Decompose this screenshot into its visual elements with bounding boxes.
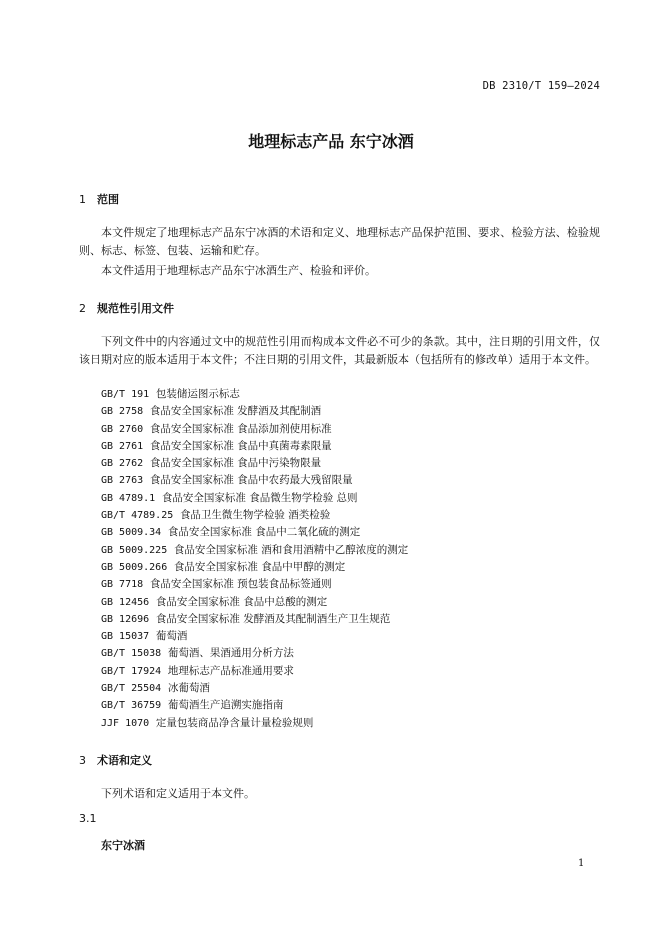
reference-title: 地理标志产品标准通用要求 xyxy=(167,664,294,677)
term-name: 东宁冰酒 xyxy=(101,839,145,852)
reference-title: 食品安全国家标准 食品中农药最大残留限量 xyxy=(149,474,353,487)
reference-title: 食品安全国家标准 发酵酒及其配制酒生产卫生规范 xyxy=(155,612,391,625)
reference-item xyxy=(101,680,408,697)
reference-code: GB/T 191 xyxy=(101,389,150,400)
reference-code: GB/T 25504 xyxy=(101,683,162,695)
reference-item xyxy=(101,594,408,611)
reference-item xyxy=(101,524,408,541)
reference-item xyxy=(101,386,408,403)
reference-title: 食品安全国家标准 预包装食品标签通则 xyxy=(149,578,332,591)
reference-item xyxy=(101,663,408,680)
scope-paragraph-1: 本文件规定了地理标志产品东宁冰酒的术语和定义、地理标志产品保护范围、要求、检验方法、检验规则、标志、标签、包装、运输和贮存。 xyxy=(79,226,600,257)
section-title: 规范性引用文件 xyxy=(97,302,174,315)
reference-item xyxy=(101,490,408,507)
reference-title: 定量包装商品净含量计量检验规则 xyxy=(155,716,314,729)
reference-title: 冰葡萄酒 xyxy=(167,682,210,695)
reference-code: GB 5009.34 xyxy=(101,527,162,539)
reference-code: GB 5009.266 xyxy=(101,561,168,573)
reference-title: 葡萄酒生产追溯实施指南 xyxy=(167,699,284,712)
reference-item xyxy=(101,645,408,662)
reference-title: 食品安全国家标准 食品中总酸的测定 xyxy=(155,595,328,608)
section-1-heading xyxy=(79,191,119,207)
reference-code: GB/T 17924 xyxy=(101,665,162,677)
reference-code: GB 2763 xyxy=(101,475,144,487)
standard-code: DB 2310/T 159—2024 xyxy=(482,80,600,92)
reference-title: 食品安全国家标准 食品微生物学检验 总则 xyxy=(161,491,358,504)
term-number: 3.1 xyxy=(79,812,97,825)
reference-item xyxy=(101,403,408,420)
reference-title: 食品安全国家标准 酒和食用酒精中乙醇浓度的测定 xyxy=(173,543,409,556)
document-title: 地理标志产品 东宁冰酒 xyxy=(248,132,414,151)
reference-item xyxy=(101,455,408,472)
section-3-heading xyxy=(79,752,152,768)
reference-item xyxy=(101,715,408,732)
section-2-heading xyxy=(79,300,174,316)
reference-code: GB/T 36759 xyxy=(101,700,162,712)
reference-title: 食品安全国家标准 食品添加剂使用标准 xyxy=(149,422,332,435)
reference-title: 葡萄酒 xyxy=(155,630,188,643)
reference-title: 食品卫生微生物学检验 酒类检验 xyxy=(179,509,331,522)
reference-code: GB 2762 xyxy=(101,458,144,470)
reference-code: GB 2761 xyxy=(101,440,144,452)
reference-item xyxy=(101,438,408,455)
reference-item xyxy=(101,576,408,593)
terms-intro: 下列术语和定义适用于本文件。 xyxy=(101,787,255,800)
section-number: 3 xyxy=(79,754,86,767)
reference-title: 食品安全国家标准 食品中污染物限量 xyxy=(149,457,322,470)
reference-code: GB 7718 xyxy=(101,579,144,591)
reference-item xyxy=(101,559,408,576)
page-number: 1 xyxy=(578,858,585,869)
reference-list xyxy=(101,386,408,732)
reference-title: 包装储运图示标志 xyxy=(155,388,240,400)
reference-code: GB 15037 xyxy=(101,631,150,643)
reference-item xyxy=(101,628,408,645)
section-number: 1 xyxy=(79,193,86,206)
reference-code: GB 5009.225 xyxy=(101,544,168,556)
scope-paragraph-2: 本文件适用于地理标志产品东宁冰酒生产、检验和评价。 xyxy=(101,264,376,277)
reference-title: 食品安全国家标准 食品中真菌毒素限量 xyxy=(149,439,332,452)
reference-code: GB 2760 xyxy=(101,423,144,435)
reference-title: 食品安全国家标准 食品中甲醇的测定 xyxy=(173,560,346,573)
reference-title: 葡萄酒、果酒通用分析方法 xyxy=(167,647,294,660)
reference-code: GB 12456 xyxy=(101,596,150,608)
reference-code: GB/T 4789.25 xyxy=(101,510,174,522)
reference-title: 食品安全国家标准 发酵酒及其配制酒 xyxy=(149,405,322,418)
reference-title: 食品安全国家标准 食品中二氧化硫的测定 xyxy=(167,526,361,539)
section-title: 术语和定义 xyxy=(97,754,152,767)
section-title: 范围 xyxy=(97,193,119,206)
reference-code: JJF 1070 xyxy=(101,717,150,729)
reference-item xyxy=(101,421,408,438)
reference-code: GB 2758 xyxy=(101,406,144,418)
references-intro: 下列文件中的内容通过文中的规范性引用而构成本文件必不可少的条款。其中，注日期的引用文件，仅该日期对应的版本适用于本文件；不注日期的引用文件，其最新版本（包括所有的修改单）适用于本文件。 xyxy=(79,335,600,366)
reference-item xyxy=(101,611,408,628)
reference-item xyxy=(101,542,408,559)
reference-item xyxy=(101,507,408,524)
reference-code: GB/T 15038 xyxy=(101,648,162,660)
reference-code: GB 12696 xyxy=(101,613,150,625)
section-number: 2 xyxy=(79,302,86,315)
reference-item xyxy=(101,472,408,489)
reference-code: GB 4789.1 xyxy=(101,492,156,504)
reference-item xyxy=(101,697,408,714)
